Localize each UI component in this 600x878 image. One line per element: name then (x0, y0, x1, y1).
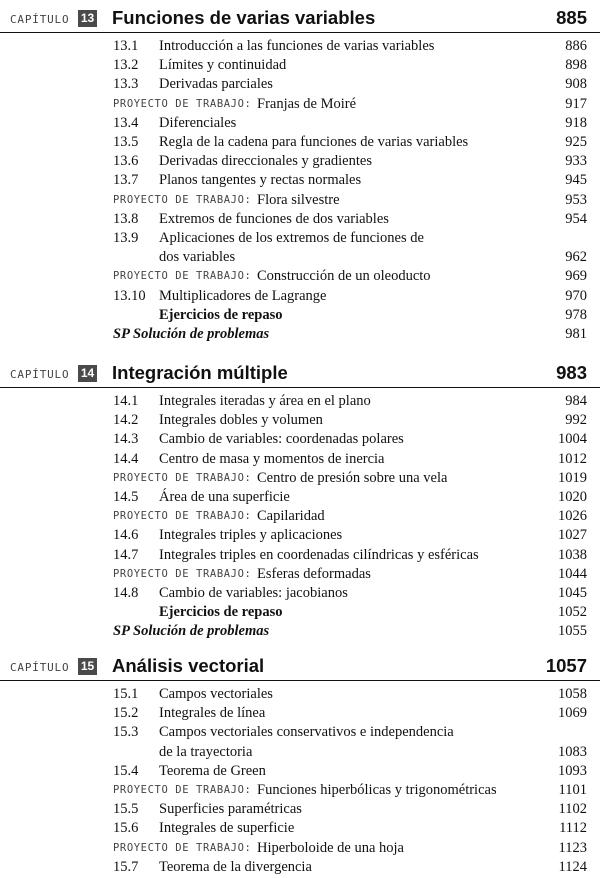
entry-title: Multiplicadores de Lagrange (159, 287, 327, 304)
chapter-label: CAPÍTULO (10, 13, 70, 26)
section-number: 14.7 (113, 546, 139, 563)
entry-title: Funciones hiperbólicas y trigonométricas (257, 782, 497, 798)
entry-page: 945 (565, 172, 587, 189)
project-label: PROYECTO DE TRABAJO: (113, 784, 252, 796)
entry-title: SP Solución de problemas (113, 623, 270, 640)
chapter-label: CAPÍTULO (10, 661, 70, 674)
entry-title: Introducción a las funciones de varias variables (159, 38, 435, 54)
entry-page: 933 (565, 153, 587, 170)
chapter-page: 885 (556, 7, 587, 28)
entry-page: 978 (565, 306, 587, 323)
entry-title: Límites y continuidad (159, 57, 287, 74)
chapter-rule (0, 387, 600, 388)
section-number: 14.3 (113, 431, 139, 448)
project-entry (0, 506, 600, 526)
chapter-header (0, 654, 600, 680)
chapter-number-badge: 14 (78, 365, 97, 382)
chapter-rule (0, 680, 600, 681)
entry-title: Integrales dobles y volumen (159, 412, 323, 429)
section-entry (0, 684, 600, 704)
project-entry (0, 94, 600, 114)
section-entry (0, 209, 600, 229)
chapter-number-badge: 13 (78, 10, 97, 27)
section-entry (0, 722, 600, 760)
entry-page: 1093 (558, 762, 587, 779)
entry-page: 886 (565, 38, 587, 54)
section-number: 15.7 (113, 858, 139, 875)
entry-page: 1038 (558, 546, 587, 563)
entry-page: 970 (565, 287, 587, 304)
entry-page: 981 (565, 326, 587, 342)
project-label: PROYECTO DE TRABAJO: (113, 510, 252, 523)
entry-title: Cambio de variables: coordenadas polares (159, 431, 404, 448)
section-entry (0, 545, 600, 565)
entry-page: 898 (565, 57, 587, 74)
section-entry (0, 391, 600, 411)
section-number: 13.7 (113, 172, 139, 189)
entry-title: Ejercicios de repaso (159, 604, 283, 621)
section-number: 15.3 (113, 724, 139, 741)
project-entry (0, 780, 600, 800)
section-number: 15.6 (113, 820, 139, 837)
entry-title-continued: dos variables (159, 249, 236, 266)
section-number: 14.1 (113, 393, 139, 409)
entry-page: 1123 (558, 839, 587, 856)
entry-title: Planos tangentes y rectas normales (159, 172, 362, 189)
section-entry (0, 151, 600, 171)
entry-title: SP Solución de problemas (113, 326, 270, 342)
section-entry (0, 55, 600, 75)
project-label: PROYECTO DE TRABAJO: (113, 193, 252, 206)
entry-title: Superficies paramétricas (159, 801, 302, 818)
entry-title: Derivadas parciales (159, 76, 273, 93)
entry-page: 1012 (558, 450, 587, 467)
chapter-header (0, 6, 600, 32)
project-label: PROYECTO DE TRABAJO: (113, 841, 252, 854)
entry-title: Construcción de un oleoducto (257, 268, 431, 285)
entry-title: Derivadas direccionales y gradientes (159, 153, 372, 170)
entry-page: 1020 (558, 489, 587, 505)
section-number: 14.4 (113, 450, 139, 467)
project-entry (0, 266, 600, 286)
problem-solving-entry (0, 621, 600, 641)
section-entry (0, 703, 600, 723)
entry-title: Integrales de línea (159, 705, 266, 722)
section-number: 13.8 (113, 210, 139, 227)
section-number: 13.1 (113, 38, 139, 54)
section-entry (0, 799, 600, 819)
chapter-header (0, 361, 600, 387)
project-label: PROYECTO DE TRABAJO: (113, 567, 252, 580)
entry-page: 1004 (558, 431, 587, 448)
entry-page: 954 (565, 210, 587, 227)
chapter-page: 983 (556, 362, 587, 383)
entry-title: Hiperboloide de una hoja (257, 839, 404, 856)
section-entry (0, 113, 600, 133)
section-number: 13.10 (113, 287, 146, 304)
section-entry (0, 857, 600, 877)
section-entry (0, 429, 600, 449)
section-entry (0, 36, 600, 56)
entry-page: 1052 (558, 604, 587, 621)
chapter-label: CAPÍTULO (10, 368, 70, 381)
section-number: 14.2 (113, 412, 139, 429)
entry-page: 1069 (558, 705, 587, 722)
entry-title: Diferenciales (159, 114, 237, 131)
entry-page: 992 (565, 412, 587, 429)
entry-title: Campos vectoriales conservativos e independencia (159, 724, 454, 741)
chapter-rule (0, 32, 600, 33)
section-entry (0, 74, 600, 94)
entry-title: Centro de masa y momentos de inercia (159, 450, 385, 467)
entry-title: Cambio de variables: jacobianos (159, 585, 348, 601)
section-entry (0, 410, 600, 430)
chapter-title: Integración múltiple (112, 362, 288, 383)
section-number: 15.5 (113, 801, 139, 818)
entry-page: 1055 (558, 623, 587, 640)
entry-page: 1083 (558, 743, 587, 760)
section-number: 15.4 (113, 762, 139, 779)
entry-page: 917 (565, 95, 587, 112)
section-number: 14.8 (113, 585, 139, 601)
section-entry (0, 525, 600, 545)
section-entry (0, 449, 600, 469)
chapter-title: Funciones de varias variables (112, 7, 376, 28)
section-number: 13.3 (113, 76, 139, 93)
entry-page: 908 (565, 76, 587, 93)
entry-page: 1027 (558, 527, 587, 544)
entry-page: 1101 (558, 782, 587, 798)
section-entry (0, 286, 600, 306)
entry-title: Esferas deformadas (257, 565, 371, 582)
entry-page: 953 (565, 191, 587, 208)
entry-title-continued: de la trayectoria (159, 743, 253, 760)
project-label: PROYECTO DE TRABAJO: (113, 471, 252, 484)
entry-title: Teorema de Green (159, 762, 266, 779)
entry-page: 1058 (558, 686, 587, 702)
entry-page: 1045 (558, 585, 587, 601)
entry-page: 969 (565, 268, 587, 285)
project-entry (0, 190, 600, 210)
project-entry (0, 468, 600, 488)
section-entry (0, 583, 600, 603)
project-label: PROYECTO DE TRABAJO: (113, 97, 252, 110)
project-entry (0, 564, 600, 584)
section-number: 13.5 (113, 134, 139, 150)
section-entry (0, 818, 600, 838)
entry-title: Centro de presión sobre una vela (257, 469, 448, 486)
entry-page: 984 (565, 393, 587, 409)
entry-page: 918 (565, 114, 587, 131)
entry-page: 1124 (558, 858, 587, 875)
review-entry (0, 602, 600, 622)
entry-title: Área de una superficie (159, 489, 290, 505)
entry-title: Capilaridad (257, 508, 325, 525)
entry-title: Integrales iteradas y área en el plano (159, 393, 371, 409)
chapter-title: Análisis vectorial (112, 655, 265, 676)
section-number: 13.6 (113, 153, 139, 170)
entry-title: Flora silvestre (257, 191, 340, 208)
entry-page: 1102 (558, 801, 587, 818)
review-entry (0, 305, 600, 325)
entry-title: Regla de la cadena para funciones de varias variables (159, 134, 469, 150)
section-entry (0, 228, 600, 266)
project-entry (0, 838, 600, 858)
section-number: 13.9 (113, 230, 139, 246)
section-entry (0, 170, 600, 190)
entry-title: Campos vectoriales (159, 686, 273, 702)
entry-title: Integrales de superficie (159, 820, 295, 837)
entry-title: Teorema de la divergencia (159, 858, 312, 875)
entry-title: Integrales triples y aplicaciones (159, 527, 343, 544)
section-entry (0, 487, 600, 507)
entry-title: Extremos de funciones de dos variables (159, 210, 389, 227)
entry-page: 1044 (558, 565, 587, 582)
section-number: 13.2 (113, 57, 139, 74)
section-number: 15.2 (113, 705, 139, 722)
chapter-number-badge: 15 (78, 658, 97, 675)
section-number: 13.4 (113, 114, 139, 131)
section-number: 14.6 (113, 527, 139, 544)
entry-title: Ejercicios de repaso (159, 306, 283, 323)
section-entry (0, 761, 600, 781)
entry-page: 1026 (558, 508, 587, 525)
entry-page: 1019 (558, 469, 587, 486)
entry-title: Franjas de Moiré (257, 95, 357, 112)
problem-solving-entry (0, 324, 600, 344)
section-number: 14.5 (113, 489, 139, 505)
entry-title: Aplicaciones de los extremos de funciones de (159, 230, 424, 246)
entry-page: 925 (565, 134, 587, 150)
section-number: 15.1 (113, 686, 139, 702)
entry-page: 1112 (559, 820, 587, 837)
entry-page: 962 (565, 249, 587, 266)
entry-title: Integrales triples en coordenadas cilíndricas y esféricas (159, 546, 479, 563)
project-label: PROYECTO DE TRABAJO: (113, 270, 252, 283)
chapter-page: 1057 (545, 655, 587, 676)
section-entry (0, 132, 600, 152)
